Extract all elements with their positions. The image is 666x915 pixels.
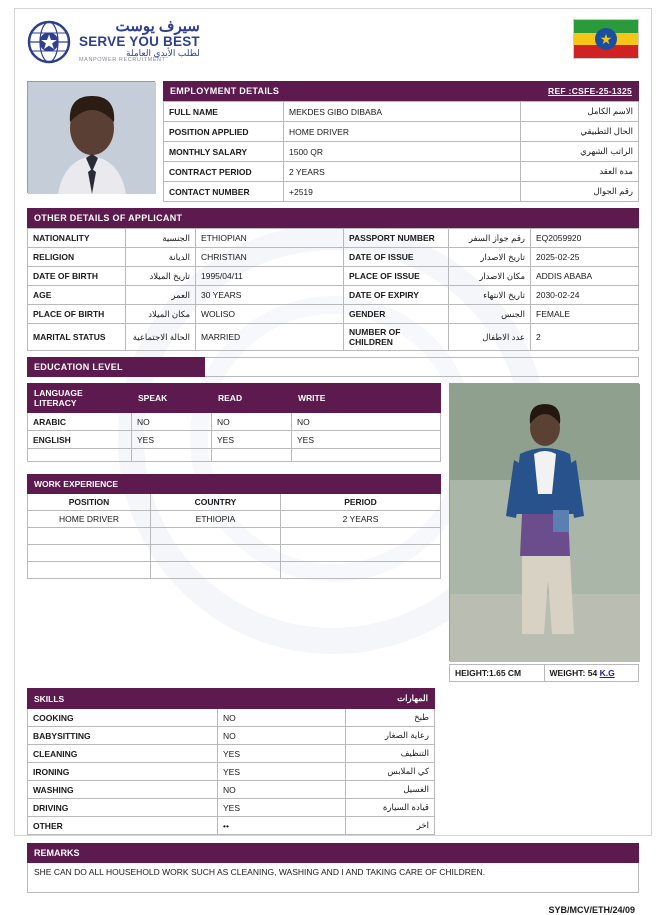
country-value bbox=[151, 562, 281, 579]
skill-arabic: الغسيل bbox=[346, 781, 435, 799]
middle-section bbox=[27, 383, 639, 682]
weight-unit: K.G bbox=[599, 668, 615, 678]
skill-value: YES bbox=[218, 799, 346, 817]
document-header bbox=[27, 19, 639, 77]
row-label: DATE OF ISSUE bbox=[344, 248, 449, 267]
row-value: FEMALE bbox=[531, 305, 639, 324]
other-details-header: OTHER DETAILS OF APPLICANT bbox=[27, 208, 639, 228]
skill-value: YES bbox=[218, 745, 346, 763]
row-label: DATE OF EXPIRY bbox=[344, 286, 449, 305]
row-arabic: تاريخ الانتهاء bbox=[449, 286, 531, 305]
table-header-row bbox=[28, 475, 441, 494]
row-arabic: رقم الجوال bbox=[521, 182, 639, 202]
row-label: PLACE OF ISSUE bbox=[344, 267, 449, 286]
row-arabic: الراتب الشهري bbox=[521, 142, 639, 162]
row-value: MARRIED bbox=[196, 324, 344, 351]
position-value: HOME DRIVER bbox=[28, 511, 151, 528]
row-label: DATE OF BIRTH bbox=[28, 267, 126, 286]
other-details-table bbox=[27, 228, 639, 351]
country-value: ETHIOPIA bbox=[151, 511, 281, 528]
table-row bbox=[28, 528, 441, 545]
table-row-empty bbox=[28, 449, 441, 462]
brand-latin-subtitle: MANPOWER RECRUITMENT bbox=[79, 57, 166, 64]
position-value bbox=[28, 528, 151, 545]
row-label: CONTRACT PERIOD bbox=[164, 162, 284, 182]
empty-cell bbox=[132, 449, 212, 462]
skill-arabic: طبخ bbox=[346, 709, 435, 727]
row-arabic: مكان الميلاد bbox=[126, 305, 196, 324]
column-header: LANGUAGE LITERACY bbox=[28, 384, 132, 413]
height-weight-row bbox=[449, 664, 639, 682]
skill-label: IRONING bbox=[28, 763, 218, 781]
skill-label: DRIVING bbox=[28, 799, 218, 817]
row-arabic: الجنسية bbox=[126, 229, 196, 248]
skills-header-row bbox=[28, 689, 435, 709]
skill-value: NO bbox=[218, 709, 346, 727]
table-row bbox=[28, 286, 639, 305]
skills-header-ar: المهارات bbox=[218, 689, 435, 709]
employment-section bbox=[27, 81, 639, 202]
employment-details-header bbox=[163, 81, 639, 101]
column-header: POSITION bbox=[28, 494, 151, 511]
brand-arabic-subtitle: لطلب الأيدي العاملة bbox=[126, 47, 200, 58]
row-value: 1500 QR bbox=[284, 142, 521, 162]
skill-value: NO bbox=[218, 781, 346, 799]
skill-arabic: التنظيف bbox=[346, 745, 435, 763]
row-label: MONTHLY SALARY bbox=[164, 142, 284, 162]
reference-number: REF :CSFE-25-1325 bbox=[548, 86, 632, 96]
work-experience-header: WORK EXPERIENCE bbox=[28, 475, 441, 494]
employment-details-table bbox=[163, 101, 639, 202]
table-row bbox=[28, 413, 441, 431]
table-row bbox=[28, 511, 441, 528]
table-row bbox=[28, 229, 639, 248]
table-row bbox=[28, 781, 435, 799]
position-value bbox=[28, 545, 151, 562]
column-header: WRITE bbox=[292, 384, 441, 413]
table-row bbox=[28, 324, 639, 351]
read-value: NO bbox=[212, 413, 292, 431]
country-value bbox=[151, 545, 281, 562]
remarks-section bbox=[27, 843, 639, 893]
table-row bbox=[28, 799, 435, 817]
row-value: EQ2059920 bbox=[531, 229, 639, 248]
row-value: ETHIOPIAN bbox=[196, 229, 344, 248]
skill-arabic: كي الملابس bbox=[346, 763, 435, 781]
column-header: READ bbox=[212, 384, 292, 413]
skill-label: BABYSITTING bbox=[28, 727, 218, 745]
flag-star: ★ bbox=[595, 28, 617, 50]
write-value: NO bbox=[292, 413, 441, 431]
empty-cell bbox=[292, 449, 441, 462]
row-label: PLACE OF BIRTH bbox=[28, 305, 126, 324]
empty-cell bbox=[28, 449, 132, 462]
table-row bbox=[164, 142, 639, 162]
skill-arabic: اخر bbox=[346, 817, 435, 835]
height-value: HEIGHT:1.65 CM bbox=[449, 664, 545, 682]
period-value: 2 YEARS bbox=[281, 511, 441, 528]
row-value: 2 YEARS bbox=[284, 162, 521, 182]
company-logo-block bbox=[27, 19, 200, 64]
row-arabic: الديانة bbox=[126, 248, 196, 267]
skill-value: •• bbox=[218, 817, 346, 835]
applicant-fullbody-photo bbox=[449, 383, 639, 661]
table-row bbox=[28, 545, 441, 562]
brand-english-title: SERVE YOU BEST bbox=[79, 33, 200, 49]
table-row bbox=[28, 709, 435, 727]
applicant-portrait-photo bbox=[27, 81, 155, 193]
row-arabic: تاريخ الاصدار bbox=[449, 248, 531, 267]
table-row bbox=[28, 562, 441, 579]
table-row bbox=[28, 727, 435, 745]
row-value: 2 bbox=[531, 324, 639, 351]
empty-cell bbox=[212, 449, 292, 462]
row-value: +2519 bbox=[284, 182, 521, 202]
write-value: YES bbox=[292, 431, 441, 449]
row-value: WOLISO bbox=[196, 305, 344, 324]
education-level-section bbox=[27, 357, 639, 377]
language-name: ENGLISH bbox=[28, 431, 132, 449]
skill-value: YES bbox=[218, 763, 346, 781]
row-label: NUMBER OF CHILDREN bbox=[344, 324, 449, 351]
language-name: ARABIC bbox=[28, 413, 132, 431]
row-label: POSITION APPLIED bbox=[164, 122, 284, 142]
row-arabic: رقم جواز السفر bbox=[449, 229, 531, 248]
skill-label: WASHING bbox=[28, 781, 218, 799]
table-row bbox=[28, 305, 639, 324]
row-arabic: مكان الاصدار bbox=[449, 267, 531, 286]
period-value bbox=[281, 528, 441, 545]
column-header: COUNTRY bbox=[151, 494, 281, 511]
row-value: 30 YEARS bbox=[196, 286, 344, 305]
row-label: NATIONALITY bbox=[28, 229, 126, 248]
table-row bbox=[164, 182, 639, 202]
table-row bbox=[164, 162, 639, 182]
education-level-header: EDUCATION LEVEL bbox=[27, 357, 205, 377]
row-label: PASSPORT NUMBER bbox=[344, 229, 449, 248]
remarks-text: SHE CAN DO ALL HOUSEHOLD WORK SUCH AS CLEANING, WASHING AND I AND TAKING CARE OF CHILDREN. bbox=[27, 863, 639, 893]
skill-arabic: قيادة السيارة bbox=[346, 799, 435, 817]
employment-details-title: EMPLOYMENT DETAILS bbox=[170, 86, 280, 96]
footer-code: SYB/MCV/ETH/24/09 bbox=[548, 905, 635, 915]
table-row bbox=[28, 267, 639, 286]
row-value: HOME DRIVER bbox=[284, 122, 521, 142]
row-arabic: مدة العقد bbox=[521, 162, 639, 182]
work-experience-table bbox=[27, 474, 441, 579]
row-arabic: تاريخ الميلاد bbox=[126, 267, 196, 286]
table-subheader-row bbox=[28, 494, 441, 511]
column-header: SPEAK bbox=[132, 384, 212, 413]
skill-label: COOKING bbox=[28, 709, 218, 727]
brand-arabic-title: سيرف يوست bbox=[115, 18, 200, 35]
row-label: GENDER bbox=[344, 305, 449, 324]
weight-value: WEIGHT: 54 K.G bbox=[545, 664, 640, 682]
education-level-value bbox=[205, 357, 639, 377]
row-value: 2030-02-24 bbox=[531, 286, 639, 305]
table-header-row bbox=[28, 384, 441, 413]
row-value: 2025-02-25 bbox=[531, 248, 639, 267]
speak-value: NO bbox=[132, 413, 212, 431]
table-row bbox=[164, 122, 639, 142]
speak-value: YES bbox=[132, 431, 212, 449]
row-value: CHRISTIAN bbox=[196, 248, 344, 267]
read-value: YES bbox=[212, 431, 292, 449]
ethiopia-flag-icon bbox=[573, 19, 639, 59]
table-row bbox=[28, 817, 435, 835]
skill-arabic: رعاية الصغار bbox=[346, 727, 435, 745]
row-value: 1995/04/11 bbox=[196, 267, 344, 286]
skills-header-en: SKILLS bbox=[28, 689, 218, 709]
row-arabic: الجنس bbox=[449, 305, 531, 324]
row-arabic: الحالة الاجتماعية bbox=[126, 324, 196, 351]
table-row bbox=[28, 431, 441, 449]
globe-icon bbox=[27, 20, 71, 64]
row-label: FULL NAME bbox=[164, 102, 284, 122]
row-label: RELIGION bbox=[28, 248, 126, 267]
row-label: CONTACT NUMBER bbox=[164, 182, 284, 202]
row-arabic: العمر bbox=[126, 286, 196, 305]
language-literacy-table bbox=[27, 383, 441, 462]
position-value bbox=[28, 562, 151, 579]
column-header: PERIOD bbox=[281, 494, 441, 511]
row-value: ADDIS ABABA bbox=[531, 267, 639, 286]
row-value: MEKDES GIBO DIBABA bbox=[284, 102, 521, 122]
row-arabic: الاسم الكامل bbox=[521, 102, 639, 122]
period-value bbox=[281, 562, 441, 579]
row-arabic: عدد الاطفال bbox=[449, 324, 531, 351]
row-label: AGE bbox=[28, 286, 126, 305]
row-label: MARITAL STATUS bbox=[28, 324, 126, 351]
skill-value: NO bbox=[218, 727, 346, 745]
remarks-header: REMARKS bbox=[27, 843, 639, 863]
table-row bbox=[28, 745, 435, 763]
table-row bbox=[28, 248, 639, 267]
cv-document-page bbox=[14, 8, 652, 915]
skill-label: OTHER bbox=[28, 817, 218, 835]
other-details-section bbox=[27, 208, 639, 351]
skills-table bbox=[27, 688, 435, 835]
table-row bbox=[164, 102, 639, 122]
country-value bbox=[151, 528, 281, 545]
period-value bbox=[281, 545, 441, 562]
row-arabic: الحال التطبيقي bbox=[521, 122, 639, 142]
table-row bbox=[28, 763, 435, 781]
skill-label: CLEANING bbox=[28, 745, 218, 763]
